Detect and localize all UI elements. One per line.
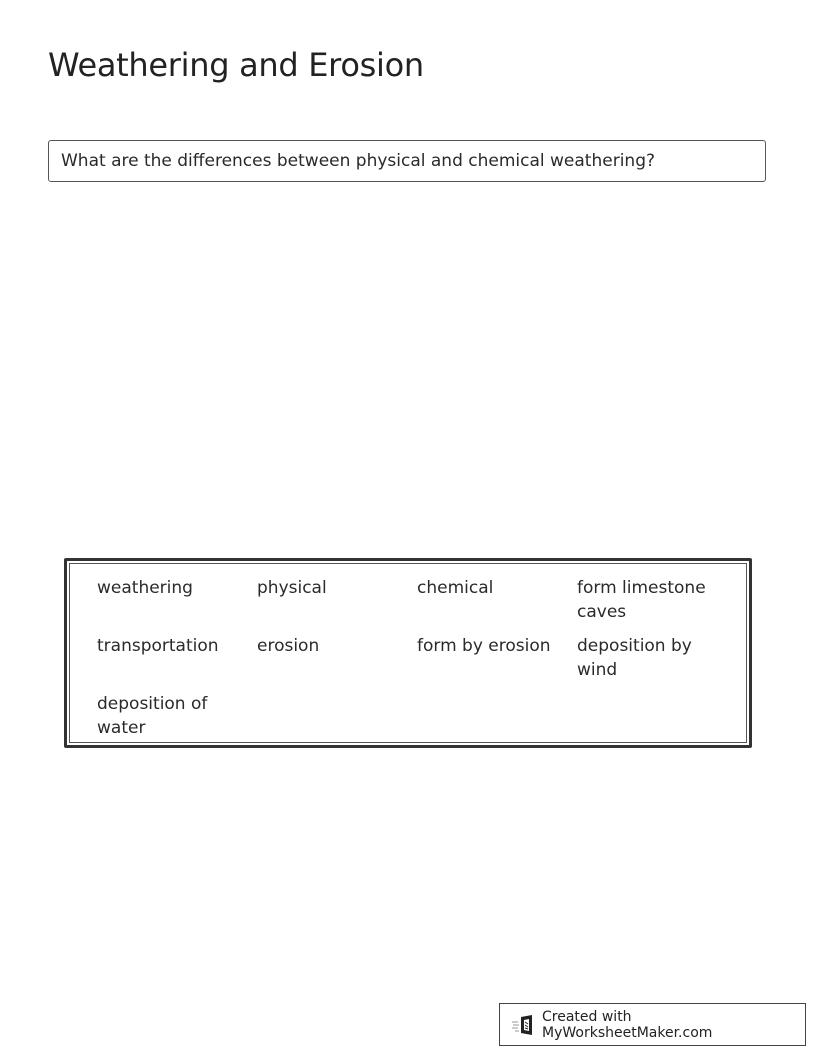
- footer-badge[interactable]: [499, 1003, 806, 1046]
- word-bank-item: form by erosion: [417, 636, 551, 656]
- word-bank-item: erosion: [257, 636, 320, 656]
- word-bank-item: deposition by wind: [577, 636, 692, 680]
- question-box: [48, 140, 766, 182]
- word-bank-item: chemical: [417, 578, 494, 598]
- word-bank-grid: [69, 563, 747, 743]
- word-bank-item: transportation: [97, 636, 219, 656]
- myworksheetmaker-logo-icon: [512, 1014, 536, 1036]
- word-bank-item: weathering: [97, 578, 193, 598]
- word-bank-item: deposition of water: [97, 694, 208, 738]
- word-bank-item: physical: [257, 578, 327, 598]
- footer-text: Created with MyWorksheetMaker.com: [542, 1008, 713, 1041]
- word-bank-item: form limestone caves: [577, 578, 706, 622]
- word-bank: [64, 558, 752, 748]
- page-title: Weathering and Erosion: [48, 46, 424, 84]
- question-text: What are the differences between physical and chemical weathering?: [61, 151, 656, 171]
